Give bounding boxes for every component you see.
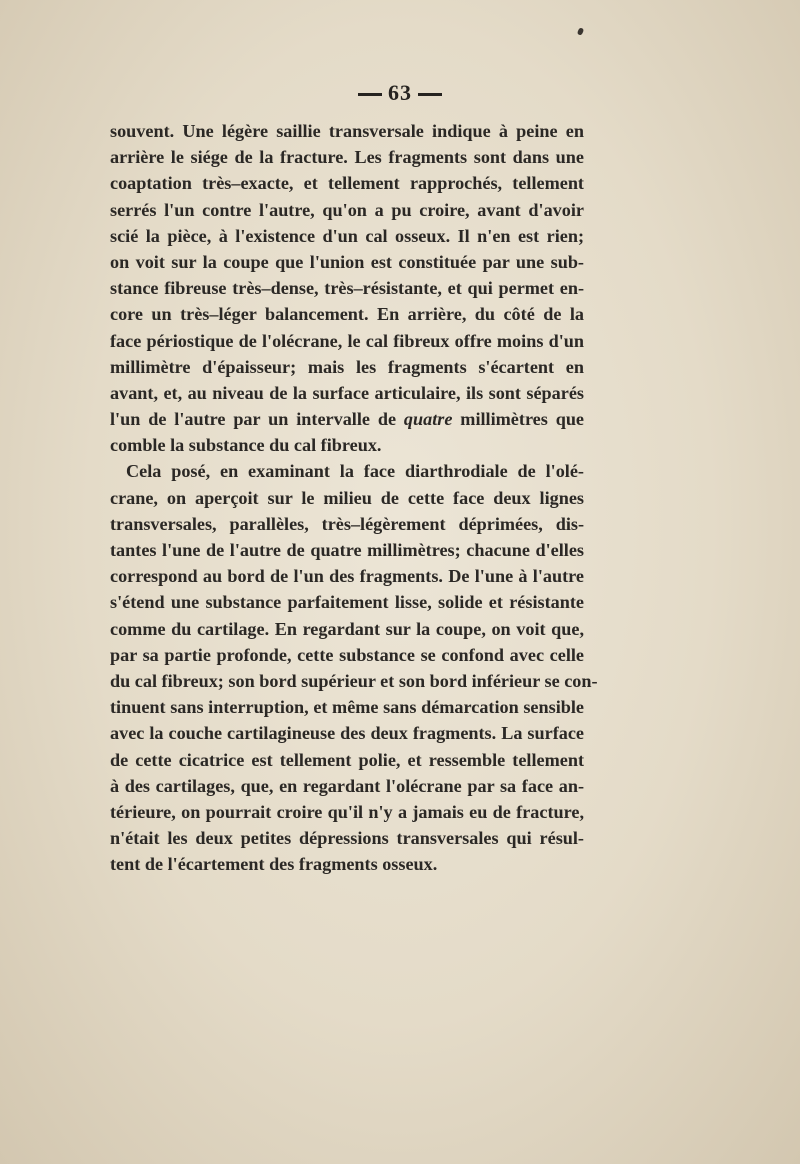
text-line: crane, on aperçoit sur le milieu de cette face deux lignes	[110, 487, 584, 508]
text-line: avec la couche cartilagineuse des deux fragments. La surface	[110, 723, 584, 744]
text-line: par sa partie profonde, cette substance se confond avec celle	[110, 644, 584, 665]
paragraph-last-line: comble la substance du cal fibreux.	[110, 435, 382, 456]
text-fragment: l'un de l'autre par un intervalle de	[110, 409, 397, 430]
text-line: de cette cicatrice est tellement polie, et ressemble tellement	[110, 749, 584, 770]
text-line: face périostique de l'olécrane, le cal fibreux offre moins d'un	[110, 330, 584, 351]
text-line: n'était les deux petites dépressions transversales qui résul-	[110, 828, 584, 849]
page-number-value: 63	[388, 80, 412, 105]
text-line: à des cartilages, que, en regardant l'olécrane par sa face an-	[110, 775, 584, 796]
text-line: transversales, parallèles, très–légèrement déprimées, dis-	[110, 513, 584, 534]
paragraph-last-line: tent de l'écartement des fragments osseux.	[110, 854, 438, 875]
italic-word: quatre	[403, 409, 453, 430]
text-line: on voit sur la coupe que l'union est constituée par une sub-	[110, 251, 584, 272]
folio-dash-left	[358, 93, 382, 96]
text-line: avant, et, au niveau de la surface articulaire, ils sont séparés	[110, 382, 584, 403]
text-line: tantes l'une de l'autre de quatre millimètres; chacune d'elles	[110, 540, 584, 560]
folio-dash-right	[418, 93, 442, 96]
text-line: scié la pièce, à l'existence d'un cal osseux. Il n'en est rien;	[110, 225, 584, 246]
text-line: core un très–léger balancement. En arrière, du côté de la	[110, 304, 584, 325]
ink-speck	[577, 27, 584, 35]
text-line: souvent. Une légère saillie transversale indique à peine en	[110, 121, 584, 141]
text-line: correspond au bord de l'un des fragments. De l'une à l'autre	[110, 566, 584, 587]
text-line: du cal fibreux; son bord supérieur et son bord inférieur se con-	[110, 670, 598, 691]
text-line: millimètre d'épaisseur; mais les fragments s'écartent en	[110, 356, 584, 377]
text-line: comme du cartilage. En regardant sur la coupe, on voit que,	[110, 618, 584, 639]
text-line: térieure, on pourrait croire qu'il n'y a jamais eu de fracture,	[110, 801, 584, 822]
text-line: s'étend une substance parfaitement lisse, solide et résistante	[110, 592, 584, 613]
paragraph-first-line: Cela posé, en examinant la face diarthrodiale de l'olé-	[126, 461, 584, 482]
text-line: coaptation très–exacte, et tellement rapprochés, tellement	[110, 173, 584, 194]
body-text	[110, 118, 598, 877]
text-line-with-italic	[110, 406, 584, 432]
page-number	[0, 80, 800, 106]
text-line: tinuent sans interruption, et même sans démarcation sensible	[110, 697, 584, 718]
text-line: serrés l'un contre l'autre, qu'on a pu croire, avant d'avoir	[110, 199, 584, 220]
text-line: arrière le siége de la fracture. Les fragments sont dans une	[110, 147, 584, 168]
text-line: stance fibreuse très–dense, très–résistante, et qui permet en-	[110, 278, 584, 299]
text-fragment: millimètres que	[460, 409, 585, 430]
